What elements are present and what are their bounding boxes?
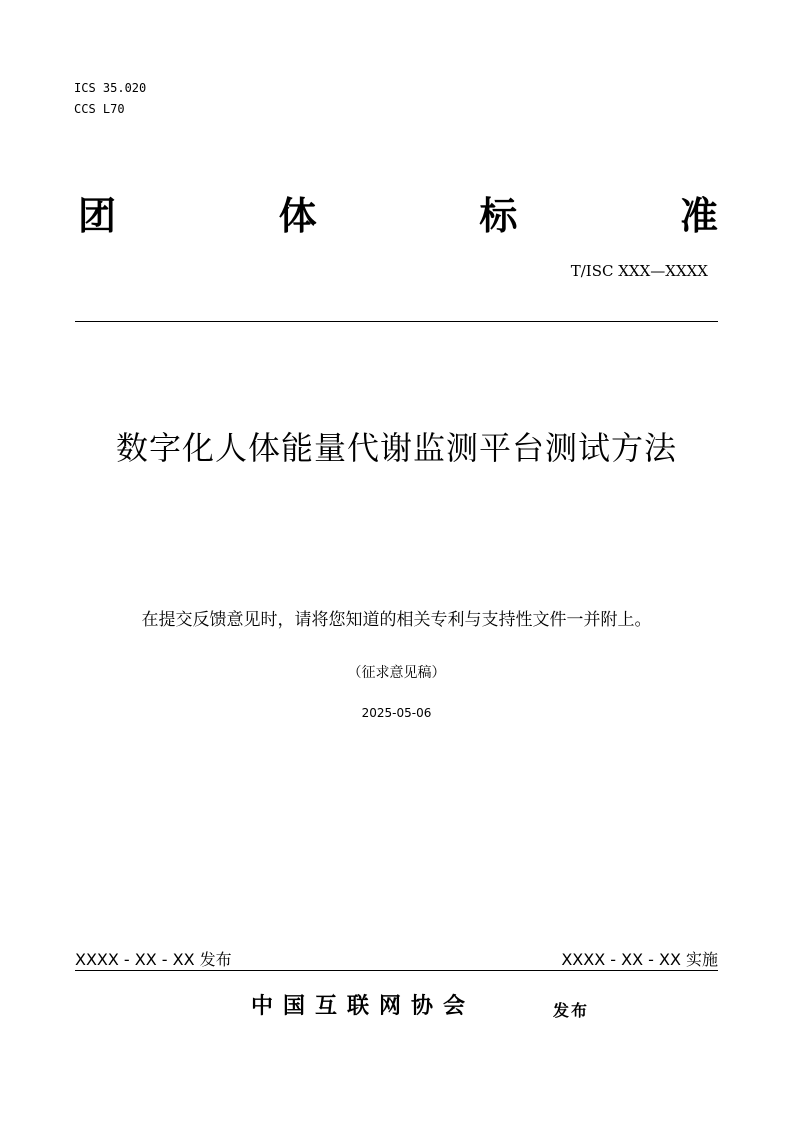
standard-type-char: 准 (679, 194, 718, 238)
standard-type-char: 团 (78, 194, 117, 238)
ics-code: ICS 35.020 (74, 81, 147, 95)
classification-codes (74, 78, 146, 120)
standard-type-char: 体 (278, 194, 317, 238)
document-title: 数字化人体能量代谢监测平台测试方法 (115, 429, 677, 467)
standard-number: T/ISC XXX—XXXX (570, 262, 708, 280)
issue-date: XXXX - XX - XX 发布 (75, 950, 232, 969)
ccs-code: CCS L70 (74, 102, 125, 116)
top-divider (75, 321, 718, 322)
patent-notice: 在提交反馈意见时，请将您知道的相关专利与支持性文件一并附上。 (141, 610, 652, 630)
effective-date: XXXX - XX - XX 实施 (561, 950, 718, 969)
standard-type-char: 标 (479, 194, 518, 238)
publish-label: 发布 (553, 1001, 590, 1020)
standard-type-heading (78, 192, 718, 240)
draft-date: 2025-05-06 (361, 706, 432, 720)
bottom-divider (75, 970, 718, 971)
draft-stage: （征求意见稿） (347, 665, 446, 681)
publisher-name: 中国互联网协会 (251, 994, 476, 1019)
